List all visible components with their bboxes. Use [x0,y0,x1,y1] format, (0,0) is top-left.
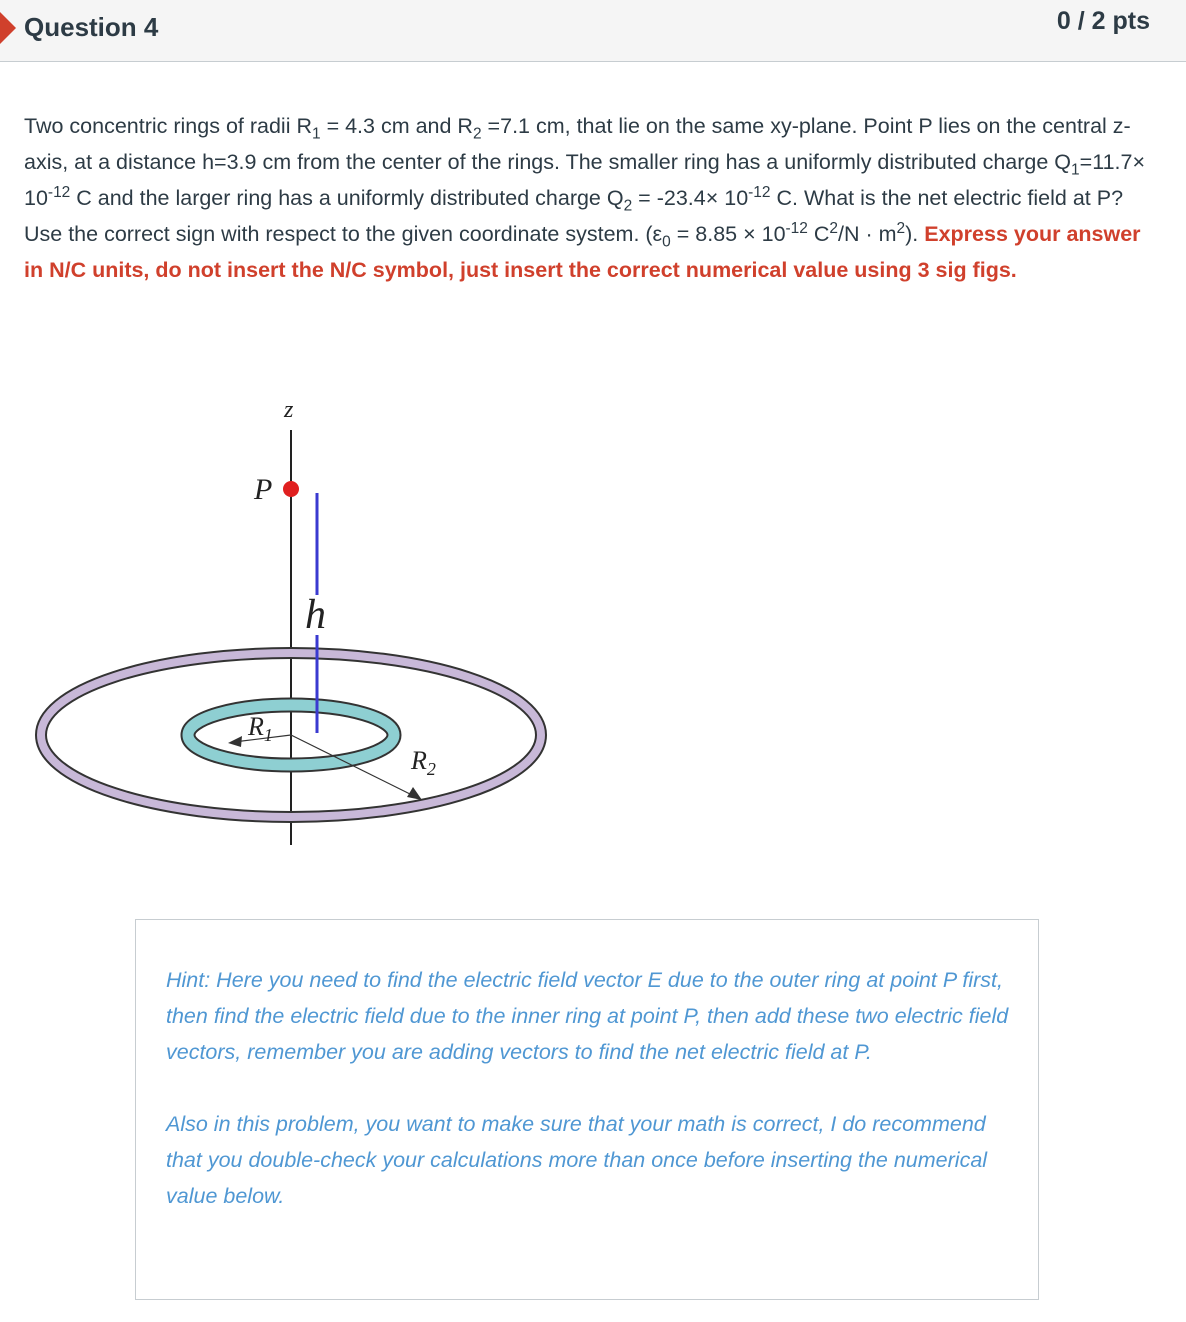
answer-instruction: Express your answer in N/C units, do not insert the N/C symbol, just insert the correct numerical value using 3 sig figs. [24,222,1141,282]
r2-arrowhead [407,787,422,800]
rings-diagram [30,385,550,855]
r1-arrowhead [228,736,242,747]
r2-label: $R_2$ [411,746,436,779]
question-points: 0 / 2 pts [1056,7,1150,35]
p-label: P [254,473,273,506]
flag-icon[interactable] [0,12,16,44]
h-label: h [305,592,326,638]
question-text: Two concentric rings of radii $R_1 = 4.3$ cm and $R_2 =7.1$ cm, that lie on the same xy-plane. Point P lies on the central z-axis, at a distance h=3.9 cm from the center of the rings. The smaller ring has a uniformly distributed charge $Q_1=11.7\times 10^{-12}$ C and the larger ring has a uniformly distributed charge $Q_2 = -23.4\times 10^{-12}$ C. What is the net electric field at P? Use the correct sign with respect to the given coordinate system. ($\varepsilon_0 = 8.85 \times 10^{-12}$ $C^2/N \cdot m^2$). Express your answer in N/C units, do not insert the N/C symbol, just insert the correct numerical value using 3 sig figs. [24,114,1146,282]
question-title: Question 4 [24,12,159,42]
point-p [283,481,299,497]
hint-paragraph-2: Also in this problem, you want to make sure that your math is correct, I do recommend that you double-check your calculations more than once before inserting the numerical value below. [166,1112,988,1208]
question-header [0,0,1186,62]
hint-paragraph-1: Hint: Here you need to find the electric field vector E due to the outer ring at point P first, then find the electric field due to the inner ring at point P, then add these two electric field vectors, remember you are adding vectors to find the net electric field at P. [166,968,1009,1064]
r1-label: $R_1$ [248,712,273,745]
hint-box [135,919,1039,1300]
z-label: z [284,397,294,423]
